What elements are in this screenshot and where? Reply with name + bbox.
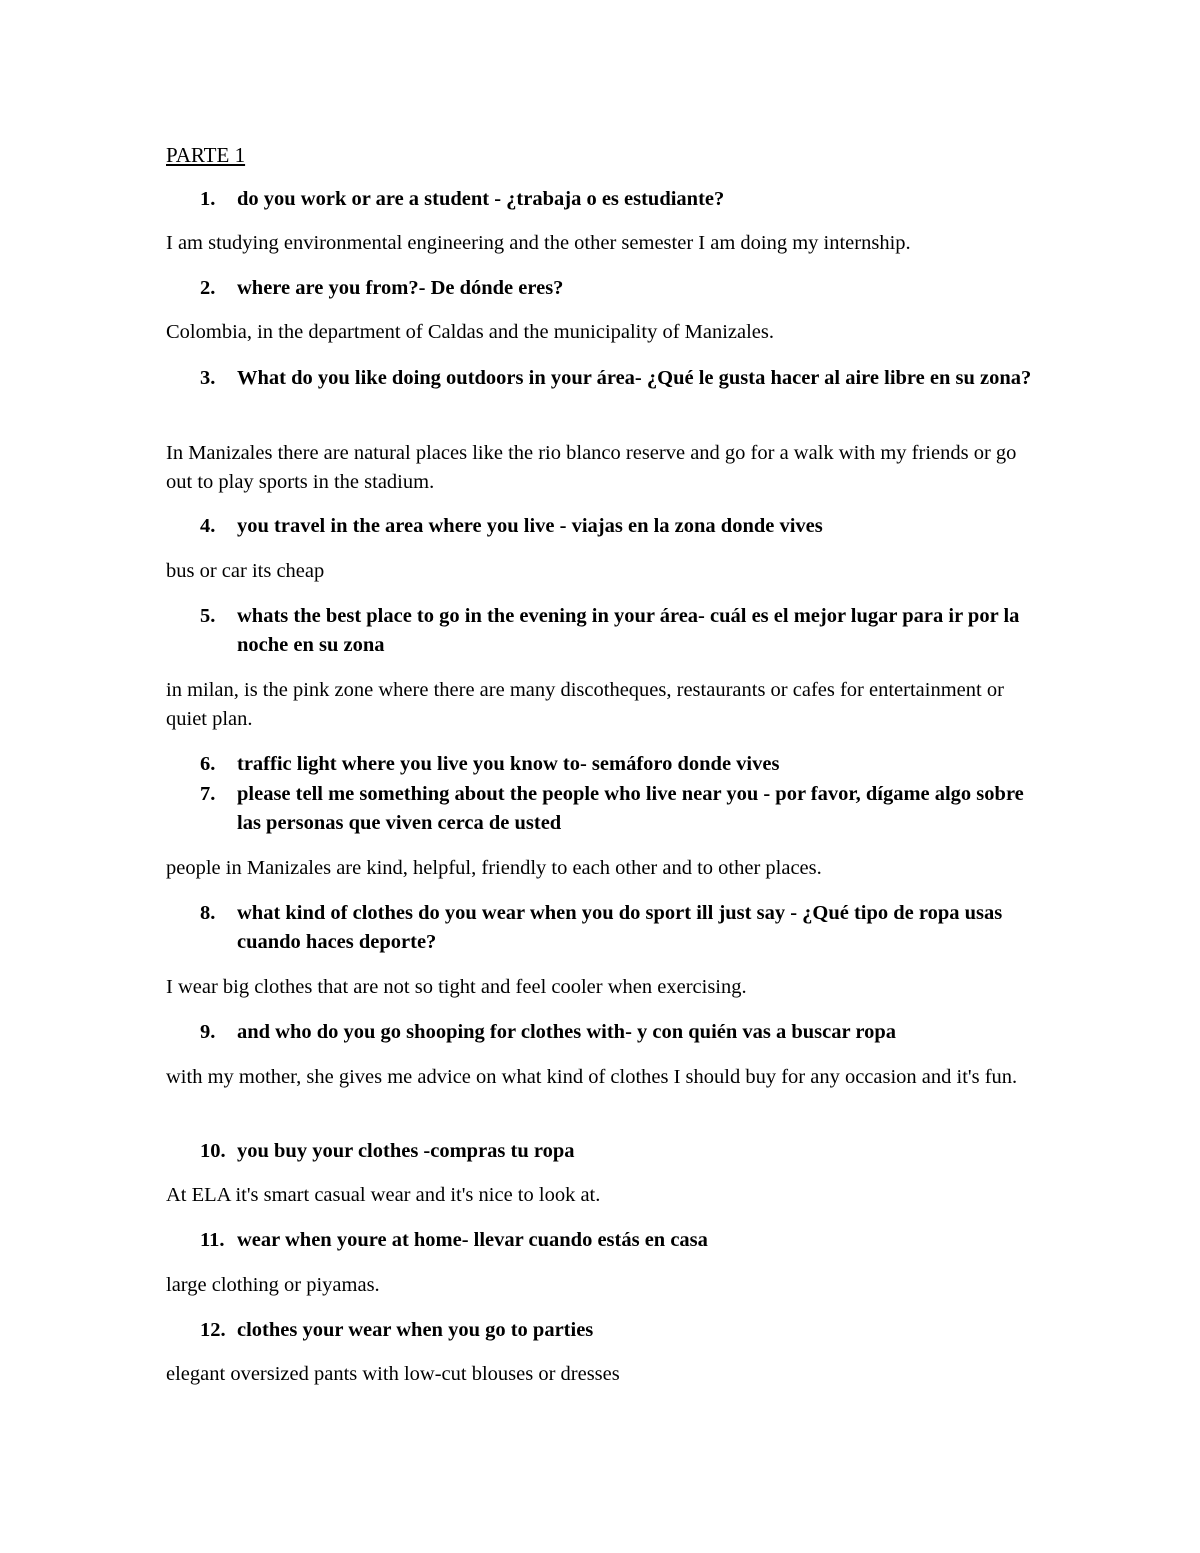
- question-10: [200, 1137, 1040, 1166]
- question-7: [200, 780, 1040, 838]
- question-text: whats the best place to go in the evening in your área- cuál es el mejor lugar para ir por la noche en su zona: [237, 605, 1020, 656]
- question-text: what kind of clothes do you wear when you do sport ill just say - ¿Qué tipo de ropa usas cuando haces deporte?: [237, 902, 1003, 953]
- question-number: 12.: [200, 1319, 226, 1341]
- question-text: do you work or are a student - ¿trabaja o es estudiante?: [237, 188, 725, 210]
- question-number: 9.: [200, 1021, 216, 1043]
- question-9: [200, 1018, 1040, 1047]
- question-text: you buy your clothes -compras tu ropa: [237, 1140, 575, 1162]
- question-number: 5.: [200, 605, 216, 627]
- answer-10: At ELA it's smart casual wear and it's nice to look at.: [166, 1184, 601, 1206]
- section-heading: PARTE 1: [166, 143, 246, 167]
- question-4: [200, 512, 1040, 541]
- question-3: [200, 364, 1040, 393]
- question-number: 3.: [200, 367, 216, 389]
- question-text: and who do you go shooping for clothes with- y con quién vas a buscar ropa: [237, 1021, 896, 1043]
- question-text: wear when youre at home- llevar cuando estás en casa: [237, 1229, 708, 1251]
- question-number: 1.: [200, 188, 216, 210]
- answer-8: I wear big clothes that are not so tight and feel cooler when exercising.: [166, 976, 747, 998]
- answer-9: with my mother, she gives me advice on what kind of clothes I should buy for any occasion and it's fun.: [166, 1066, 1018, 1088]
- question-5: [200, 602, 1040, 660]
- answer-5: in milan, is the pink zone where there are many discotheques, restaurants or cafes for entertainment or quiet plan.: [166, 679, 1004, 730]
- question-text: please tell me something about the people who live near you - por favor, dígame algo sobre las personas que viven cerca de usted: [237, 783, 1024, 834]
- question-text: clothes your wear when you go to parties: [237, 1319, 594, 1341]
- question-number: 10.: [200, 1140, 226, 1162]
- question-8: [200, 899, 1040, 957]
- answer-1: I am studying environmental engineering and the other semester I am doing my internship.: [166, 232, 911, 254]
- question-11: [200, 1226, 1040, 1255]
- question-text: you travel in the area where you live - viajas en la zona donde vives: [237, 515, 823, 537]
- question-text: where are you from?- De dónde eres?: [237, 277, 564, 299]
- answer-12: elegant oversized pants with low-cut blouses or dresses: [166, 1363, 620, 1385]
- question-number: 8.: [200, 902, 216, 924]
- question-number: 4.: [200, 515, 216, 537]
- question-2: [200, 274, 1040, 303]
- answer-2: Colombia, in the department of Caldas and the municipality of Manizales.: [166, 321, 775, 343]
- question-6: [200, 750, 1040, 779]
- question-1: [200, 185, 1040, 214]
- answer-7: people in Manizales are kind, helpful, friendly to each other and to other places.: [166, 857, 822, 879]
- question-text: traffic light where you live you know to- semáforo donde vives: [237, 753, 780, 775]
- question-number: 11.: [200, 1229, 225, 1251]
- answer-4: bus or car its cheap: [166, 560, 325, 582]
- question-number: 6.: [200, 753, 216, 775]
- question-text: What do you like doing outdoors in your área- ¿Qué le gusta hacer al aire libre en su zona?: [237, 367, 1032, 389]
- answer-3: In Manizales there are natural places like the rio blanco reserve and go for a walk with my friends or go out to play sports in the stadium.: [166, 442, 1017, 493]
- question-number: 7.: [200, 783, 216, 805]
- question-number: 2.: [200, 277, 216, 299]
- answer-11: large clothing or piyamas.: [166, 1274, 380, 1296]
- question-12: [200, 1316, 1040, 1345]
